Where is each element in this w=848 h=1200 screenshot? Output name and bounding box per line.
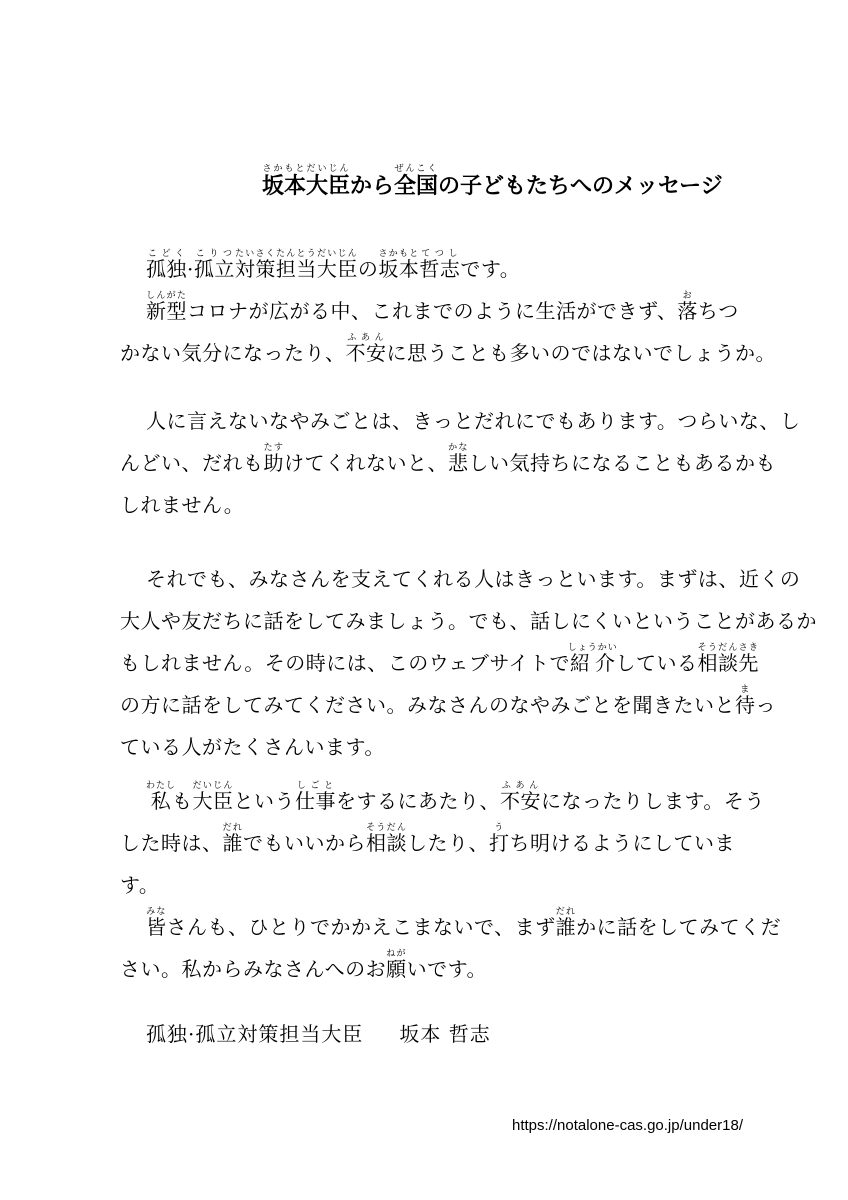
furigana: う (489, 823, 510, 833)
ruby-word: 助たす (263, 443, 284, 475)
text-line (120, 864, 732, 906)
message-paragraph-4 (120, 780, 782, 990)
text-run: になったりします。そう (541, 789, 765, 813)
furigana: かな (448, 443, 469, 453)
furigana: ぜんこく (394, 164, 439, 174)
text-run: しれません。 (120, 493, 245, 517)
furigana: たす (263, 443, 284, 453)
ruby-word: 願ねが (386, 949, 407, 981)
ruby-word: 不安ふあん (500, 781, 541, 813)
furigana: だいじん (192, 781, 234, 791)
furigana: さかもとだいじん (262, 164, 351, 174)
furigana: お (677, 291, 698, 301)
ruby-word: 坂本大臣さかもとだいじん (262, 164, 351, 199)
furigana: わたし (146, 781, 177, 791)
ruby-word: 落お (677, 291, 698, 323)
ruby-word: 悲かな (448, 443, 469, 475)
ruby-word: 新型しんがた (146, 291, 187, 323)
text-run: の子どもたちへのメッセージ (438, 173, 723, 199)
text-line (120, 248, 732, 290)
ruby-word: 孤独こどく (146, 249, 187, 281)
furigana: てつし (419, 249, 461, 259)
furigana: たんとう (275, 249, 317, 259)
text-run: の (357, 257, 379, 281)
ruby-word: 坂本さかもと (378, 249, 420, 281)
text-line (120, 600, 817, 642)
text-run: す。 (120, 873, 160, 897)
signature-role: 孤独·孤立対策担当大臣 (146, 1022, 364, 1046)
text-run: ち明けるようにしていま (509, 831, 735, 855)
ruby-word: 全国ぜんこく (394, 164, 439, 199)
text-run: から (350, 173, 395, 199)
text-run: の方に話をしてみてください。みなさんのなやみごとを聞きたいと (120, 693, 735, 717)
text-line (120, 822, 735, 864)
text-run: コロナが広がる中、これまでのように生活ができず、 (187, 299, 678, 323)
text-run: かに話をしてみてくだ (576, 915, 782, 939)
furigana: みな (146, 907, 167, 917)
text-run: という (233, 789, 295, 813)
furigana: ふあん (345, 333, 387, 343)
text-run: けてくれないと、 (284, 451, 448, 475)
furigana: しごと (295, 781, 336, 791)
ruby-word: 仕事しごと (295, 781, 336, 813)
furigana: だれ (555, 907, 577, 917)
ruby-word: 大臣だいじん (316, 249, 358, 281)
text-line (120, 642, 760, 684)
ruby-word: 対策たいさく (234, 249, 276, 281)
message-paragraph-2 (120, 400, 801, 526)
text-line (120, 684, 776, 726)
ruby-word: 大臣だいじん (192, 781, 234, 813)
ruby-word: 皆みな (146, 907, 167, 939)
text-line (120, 400, 801, 442)
message-paragraph-3 (120, 558, 817, 768)
ruby-word: 不安ふあん (345, 333, 387, 365)
text-run: さい。私からみなさんへのお (120, 957, 387, 981)
ruby-word: 相談先そうだんさき (697, 643, 760, 675)
text-run: しい気持ちになることもあるかも (468, 451, 776, 475)
text-run: をするにあたり、 (336, 789, 500, 813)
furigana: たいさく (234, 249, 276, 259)
text-line (120, 948, 732, 990)
ruby-word: 相談そうだん (366, 823, 407, 855)
furigana: ま (735, 685, 756, 695)
text-line (120, 726, 732, 768)
text-run: んどい、だれも (120, 451, 264, 475)
text-run: それでも、みなさんを支えてくれる人はきっといます。まずは、近くの (146, 567, 801, 591)
text-run: 大人や友だちに話をしてみましょう。でも、話しにくいということがあるか (120, 609, 817, 633)
text-run: です。 (460, 257, 521, 281)
text-run: している (615, 651, 698, 675)
message-paragraph-1 (120, 248, 776, 374)
text-line (120, 780, 765, 822)
ruby-word: 待ま (735, 685, 756, 717)
text-run: でもいいから (243, 831, 366, 855)
message-title (262, 164, 782, 200)
ruby-word: 私わたし (146, 781, 177, 813)
website-link[interactable]: https://notalone-cas.go.jp/under18/ (512, 1117, 743, 1134)
text-run: ている人がたくさんいます。 (120, 735, 385, 759)
ruby-word: 紹介しょうかい (567, 643, 618, 675)
signature (146, 1018, 491, 1047)
ruby-word: 担当たんとう (275, 249, 317, 281)
text-line (120, 332, 776, 374)
furigana: そうだんさき (697, 643, 759, 653)
ruby-word: 哲志てつし (419, 249, 461, 281)
text-run: 人に言えないなやみごとは、きっとだれにでもあります。つらいな、し (146, 409, 801, 433)
furigana: そうだん (366, 823, 407, 833)
text-line (120, 442, 776, 484)
ruby-word: 打う (489, 823, 510, 855)
furigana: だいじん (316, 249, 358, 259)
text-run: もしれません。その時には、このウェブサイトで (120, 651, 570, 675)
text-run: ちつ (697, 299, 739, 323)
text-run: っ (755, 693, 776, 717)
ruby-word: 誰だれ (222, 823, 243, 855)
text-line (120, 906, 782, 948)
text-run: かない気分になったり、 (120, 341, 346, 365)
text-line (120, 484, 732, 526)
text-line (120, 290, 739, 332)
furigana: だれ (222, 823, 243, 833)
furigana: ふあん (500, 781, 541, 791)
text-run: も (172, 789, 193, 813)
text-run: したり、 (407, 831, 489, 855)
furigana: しょうかい (567, 643, 618, 653)
ruby-word: 誰だれ (555, 907, 577, 939)
text-run: さんも、ひとりでかかえこまないで、まず (166, 915, 556, 939)
text-run: · (187, 257, 194, 281)
furigana: こりつ (193, 249, 235, 259)
text-line (120, 558, 801, 600)
text-run: に思うことも多いのではないでしょうか。 (386, 341, 776, 365)
text-run: いです。 (406, 957, 488, 981)
furigana: こどく (146, 249, 187, 259)
furigana: ねが (386, 949, 407, 959)
furigana: さかもと (378, 249, 420, 259)
signature-name: 坂本 哲志 (399, 1022, 491, 1046)
ruby-word: 孤立こりつ (193, 249, 235, 281)
furigana: しんがた (146, 291, 187, 301)
text-run: した時は、 (120, 831, 223, 855)
